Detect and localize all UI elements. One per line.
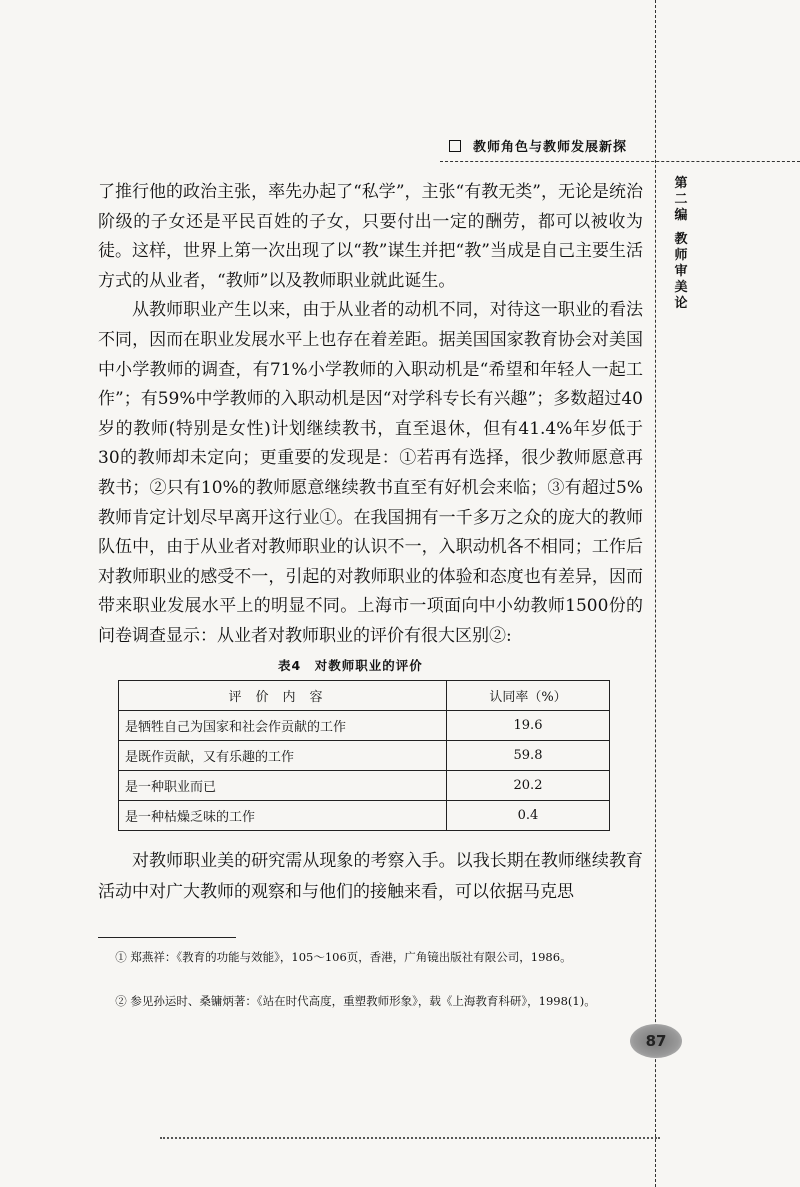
table-cell-item: 是一种枯燥乏味的工作 — [119, 801, 447, 831]
footnote-rule — [98, 937, 236, 938]
side-tab — [671, 176, 691, 312]
column-header-rate: 认同率（%） — [447, 681, 610, 711]
scan-artifact-line — [160, 1137, 660, 1139]
side-tab-part: 第二编 — [674, 176, 688, 223]
main-text — [98, 178, 643, 652]
paragraph-3: 对教师职业美的研究需从现象的考察入手。以我长期在教师继续教育活动中对广大教师的观察和与他们的接触来看，可以依据马克思 — [98, 851, 643, 902]
table-cell-item: 是一种职业而已 — [119, 771, 447, 801]
table-caption: 表4 对教师职业的评价 — [278, 658, 423, 673]
table-cell-rate: 0.4 — [447, 801, 610, 831]
table-cell-rate: 20.2 — [447, 771, 610, 801]
margin-dashed-line-vertical — [655, 0, 656, 1187]
running-header — [449, 136, 627, 155]
paragraph-1: 了推行他的政治主张，率先办起了“私学”，主张“有教无类”，无论是统治阶级的子女还是平民百姓的子女，只要付出一定的酬劳，都可以被收为徒。这样，世界上第一次出现了以“教”谋生并把“教”当成是自己主要生活方式的从业者，“教师”以及教师职业就此诞生。 — [98, 182, 643, 291]
margin-dashed-line-horizontal — [440, 161, 800, 162]
table-row — [119, 801, 610, 831]
main-text-continued — [98, 846, 643, 908]
table-cell-item: 是既作贡献，又有乐趣的工作 — [119, 741, 447, 771]
table-row — [119, 741, 610, 771]
paragraph-2: 从教师职业产生以来，由于从业者的动机不同，对待这一职业的看法不同，因而在职业发展水平上也存在着差距。据美国国家教育协会对美国中小学教师的调查，有71%小学教师的入职动机是“希望和年轻人一起工作”；有59%中学教师的入职动机是因“对学科专长有兴趣”；多数超过40岁的教师(特别是女性)计划继续教书，直至退休，但有41.4%年岁低于30的教师却未定向；更重要的发现是：①若再有选择，很少教师愿意再教书；②只有10%的教师愿意继续教书直至有好机会来临；③有超过5%教师肯定计划尽早离开这行业①。在我国拥有一千多万之众的庞大的教师队伍中，由于从业者对教师职业的认识不一，入职动机各不相同；工作后对教师职业的感受不一，引起的对教师职业的体验和态度也有差异，因而带来职业发展水平上的明显不同。上海市一项面向中小幼教师1500份的问卷调查显示：从业者对教师职业的评价有很大区别②: — [98, 300, 643, 646]
table-cell-rate: 19.6 — [447, 711, 610, 741]
table-cell-rate: 59.8 — [447, 741, 610, 771]
page-number: 87 — [630, 1024, 682, 1058]
column-header-content: 评价内容 — [119, 681, 447, 711]
table-row — [119, 771, 610, 801]
header-square-icon — [449, 140, 461, 152]
evaluation-table — [118, 680, 610, 831]
footnote-2: ② 参见孙运时、桑镛炳著：《站在时代高度，重塑教师形象》，载《上海教育科研》，1998(1)。 — [115, 994, 596, 1008]
table-header-row — [119, 681, 610, 711]
footnote-1: ① 郑燕祥：《教育的功能与效能》，105～106页，香港，广角镜出版社有限公司，1986。 — [115, 950, 572, 964]
table-row — [119, 711, 610, 741]
table-cell-item: 是牺牲自己为国家和社会作贡献的工作 — [119, 711, 447, 741]
side-tab-title: 教师审美论 — [674, 232, 688, 311]
header-title: 教师角色与教师发展新探 — [473, 140, 628, 155]
